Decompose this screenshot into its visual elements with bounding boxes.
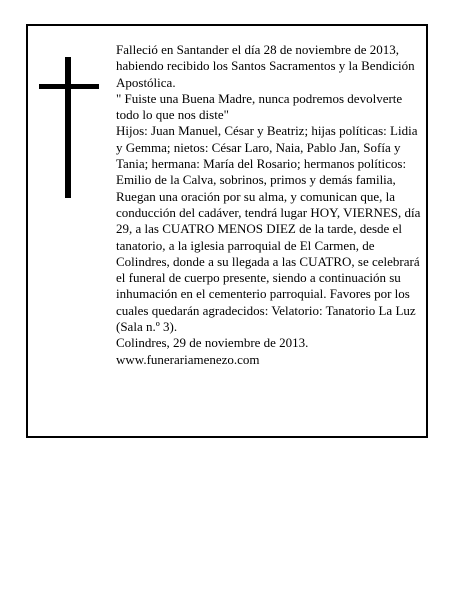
place-date: Colindres, 29 de noviembre de 2013. xyxy=(116,335,309,351)
family-list: Hijos: Juan Manuel, César y Beatriz; hijas políticas: Lidia y Gemma; nietos: César Laro, Naia, Pablo Jan, Sofía y Tania; hermana: María del Rosario; hermanos políticos: Emilio de la Calva, sobrinos, primos y demás familia, xyxy=(116,123,418,188)
funeral-details: Ruegan una oración por su alma, y comunican que, la conducción del cadáver, tendrá lugar HOY, VIERNES, día 29, a las CUATRO MENOS DIEZ de la tarde, desde el tanatorio, a la iglesia parroquial de El Carmen, de Colindres, donde a su llegada a las CUATRO, se celebrará el funeral de cuerpo presente, siendo a continuación su inhumación en el cementerio parroquial. Favores por los cuales quedarán agradecidos: Velatorio: Tanatorio La Luz (Sala n.º 3). xyxy=(116,188,421,335)
funeral-home-website: www.funerariamenezo.com xyxy=(116,351,260,367)
cross-horizontal-bar xyxy=(39,84,99,89)
notice-text xyxy=(116,42,421,368)
dedication-quote: " Fuiste una Buena Madre, nunca podremos devolverte todo lo que nos diste" xyxy=(116,90,403,123)
death-announcement: Falleció en Santander el día 28 de noviembre de 2013, habiendo recibido los Santos Sacramentos y la Bendición Apostólica. xyxy=(116,42,415,90)
cross-vertical-bar xyxy=(65,57,71,198)
obituary-notice xyxy=(26,24,428,438)
